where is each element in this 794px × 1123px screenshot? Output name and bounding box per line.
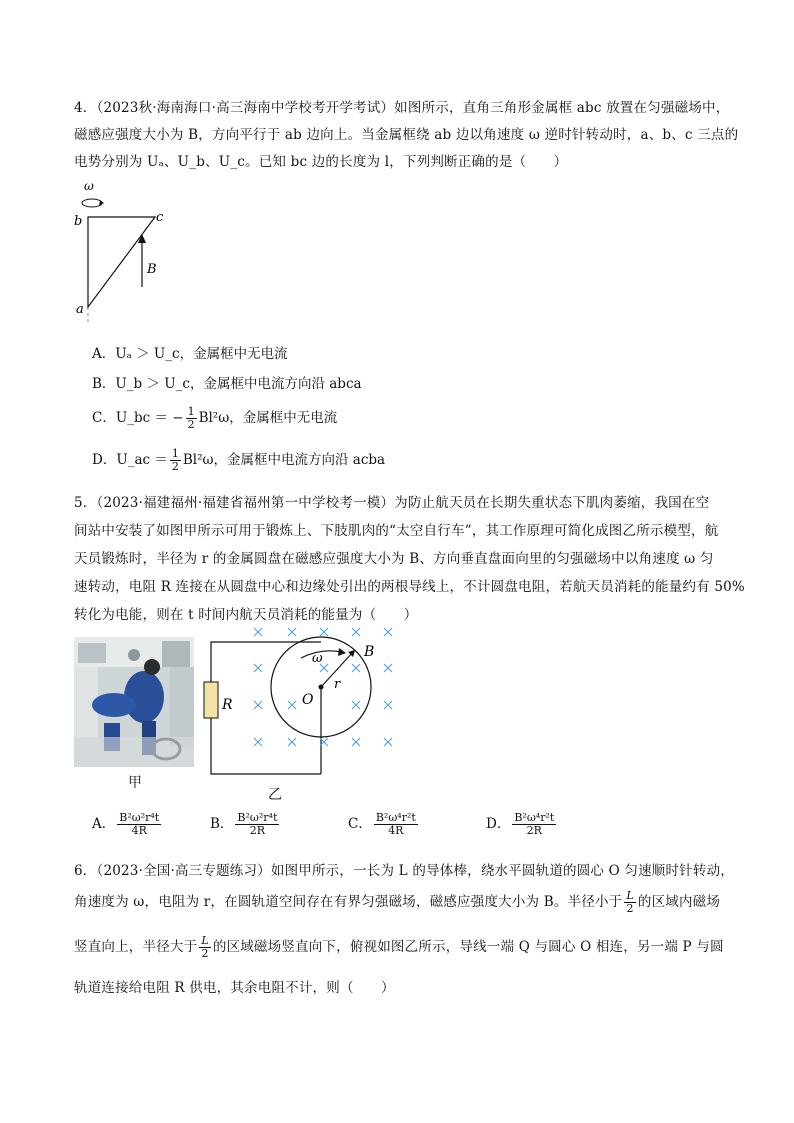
q6-line-2-pre: 角速度为 ω，电阻为 r，在圆轨道空间存在有界匀强磁场，磁感应强度大小为 B。半径小于: [74, 894, 623, 910]
fraction: [199, 935, 211, 960]
q4-stem-line-3: 电势分别为 Uₐ、U_b、U_c。已知 bc 边的长度为 l，下列判断正确的是（ ）: [74, 154, 568, 170]
q6-stem-line-2: [74, 890, 720, 915]
fraction-numerator: B²ω²r⁴t: [237, 811, 278, 824]
caption-yi: 乙: [268, 787, 282, 803]
fraction: [235, 812, 279, 837]
vertex-a-label: a: [76, 302, 84, 317]
disk-generator-figure: [196, 622, 411, 802]
q4-stem-line-1: 4．（2023秋·海南海口·高三海南中学校考开学考试）如图所示，直角三角形金属框 abc 放置在匀强磁场中，: [74, 100, 730, 116]
q5-stem-line-5: 转化为电能，则在 t 时间内航天员消耗的能量为（ ）: [74, 607, 418, 623]
rotation-arrowhead-icon: [338, 648, 346, 656]
astronaut-photo: [74, 637, 194, 767]
caption-jia: 甲: [128, 775, 142, 791]
fraction: [624, 890, 636, 915]
fraction-numerator: L: [626, 889, 634, 902]
rotation-arrow-icon: [82, 199, 102, 207]
center-O-label: O: [302, 692, 314, 708]
q5-option-b: [210, 812, 281, 837]
fraction-numerator: B²ω⁴r²t: [514, 811, 555, 824]
fraction-denominator: 2R: [526, 824, 542, 837]
omega-label: ω: [84, 179, 94, 193]
q5-stem-line-1: 5．（2023·福建福州·福建省福州第一中学校考一模）为防止航天员在长期失重状态下肌肉萎缩，我国在空: [74, 495, 710, 511]
q6-stem-line-3: [74, 935, 724, 960]
q4-option-b: B．U_b ＞ U_c，金属框中电流方向沿 abca: [92, 376, 362, 392]
fraction-denominator: 2: [171, 460, 179, 473]
fraction-denominator: 4R: [388, 824, 404, 837]
q5-stem-line-2: 间站中安装了如图甲所示可用于锻炼上、下肢肌肉的“太空自行车”，其工作原理可简化成图乙所示模型，航: [74, 523, 719, 539]
q4-option-c-post: Bl²ω，金属框中无电流: [198, 410, 338, 426]
triangle-frame: [88, 217, 155, 307]
fraction-denominator: 2: [201, 947, 209, 960]
q4-triangle-figure: [70, 175, 190, 325]
q6-line-3-pre: 竖直向上，半径大于: [74, 939, 198, 955]
fraction-denominator: 2: [626, 902, 634, 915]
q4-stem-line-2: 磁感应强度大小为 B，方向平行于 ab 边向上。当金属框绕 ab 边以角速度 ω 逆时针转动时，a、b、c 三点的: [74, 127, 739, 143]
q5-option-a: [92, 812, 163, 837]
q4-option-d-pre: D．U_ac ＝: [92, 452, 168, 468]
option-label: C．: [348, 816, 372, 832]
fraction: [374, 812, 418, 837]
fraction-numerator: 1: [187, 405, 195, 418]
fraction-denominator: 2R: [249, 824, 266, 837]
option-label: D．: [486, 816, 511, 832]
fraction: [117, 812, 161, 837]
resistor: [204, 682, 218, 718]
field-B-label: B: [364, 644, 375, 660]
astronaut-photo-illustration: [74, 637, 194, 767]
fraction: [512, 812, 556, 837]
fraction-denominator: 4R: [131, 824, 147, 837]
q4-option-c-pre: C．U_bc ＝ −: [92, 410, 184, 426]
fraction-numerator: B²ω²r⁴t: [119, 811, 160, 824]
q4-option-d: [92, 448, 385, 473]
resistor-label: R: [222, 697, 233, 713]
option-label: A．: [92, 816, 116, 832]
fraction: [186, 406, 197, 431]
q4-option-a: A．Uₐ ＞ U_c，金属框中无电流: [92, 346, 288, 362]
fraction-numerator: 1: [171, 447, 179, 460]
q6-line-2-post: 的区域内磁场: [637, 894, 721, 910]
fraction-numerator: B²ω⁴r²t: [375, 811, 416, 824]
q6-stem-line-1: 6．（2023·全国·高三专题练习）如图甲所示，一长为 L 的导体棒，绕水平圆轨道的圆心 O 匀速顺时针转动，: [74, 863, 734, 879]
q4-option-d-post: Bl²ω，金属框中电流方向沿 acba: [182, 452, 386, 468]
q5-option-d: [486, 812, 558, 837]
fraction: [170, 448, 181, 473]
vertex-b-label: b: [74, 214, 83, 229]
field-B-label: B: [147, 262, 157, 277]
vertex-c-label: c: [156, 210, 164, 225]
q5-option-c: [348, 812, 420, 837]
q6-line-3-post: 的区域磁场竖直向下，俯视如图乙所示，导线一端 Q 与圆心 O 相连，另一端 P 与圆: [212, 939, 724, 955]
radius-r-label: r: [334, 677, 341, 692]
fraction-denominator: 2: [187, 418, 195, 431]
q5-stem-line-4: 速转动，电阻 R 连接在从圆盘中心和边缘处引出的两根导线上，不计圆盘电阻，若航天员消耗的能量约有 50%: [74, 579, 745, 595]
q4-option-c: [92, 406, 337, 431]
option-label: B．: [210, 816, 234, 832]
q5-stem-line-3: 天员锻炼时，半径为 r 的金属圆盘在磁感应强度大小为 B、方向垂直盘面向里的匀强磁场中以角速度 ω 匀: [74, 551, 714, 567]
q6-stem-line-4: 轨道连接给电阻 R 供电，其余电阻不计，则（ ）: [74, 980, 395, 996]
omega-label: ω: [312, 651, 323, 666]
fraction-numerator: L: [201, 934, 209, 947]
